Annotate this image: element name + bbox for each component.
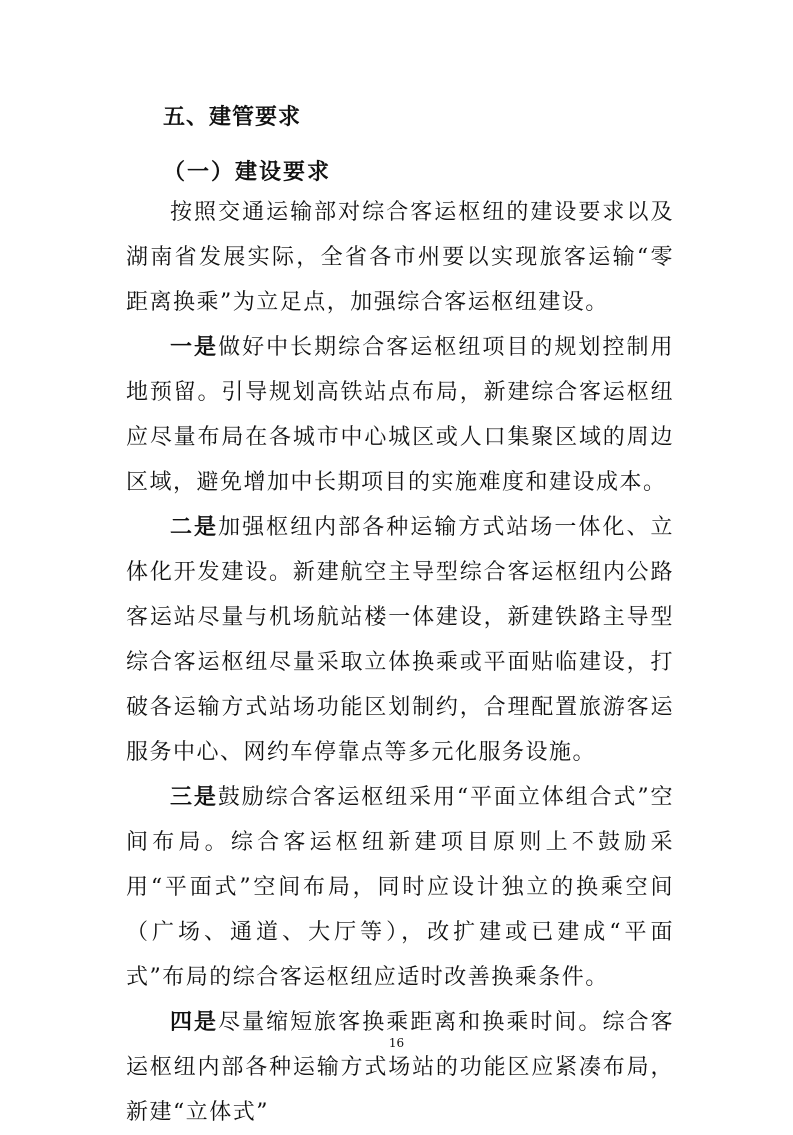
paragraph-point-3 [126,775,674,1000]
paragraph-text: 按照交通运输部对综合客运枢纽的建设要求以及湖南省发展实际，全省各市州要以实现旅客运输“零距离换乘”为立足点，加强综合客运枢纽建设。 [126,200,674,315]
paragraph-point-4 [126,1000,674,1135]
paragraph-point-2 [126,505,674,775]
paragraph-lead: 一是 [170,334,219,360]
paragraph-intro [126,190,674,325]
body-text [126,190,674,1135]
section-heading: 五、建管要求 [163,105,302,130]
paragraph-lead: 三是 [170,784,218,810]
paragraph-lead: 二是 [170,514,219,540]
paragraph-text: 鼓励综合客运枢纽采用“平面立体组合式”空间布局。综合客运枢纽新建项目原则上不鼓励采用“平面式”空间布局，同时应设计独立的换乘空间（广场、通道、大厅等），改扩建或已建成“平面式”布局的综合客运枢纽应适时改善换乘条件。 [126,785,674,990]
paragraph-lead: 四是 [170,1009,219,1035]
paragraph-text: 尽量缩短旅客换乘距离和换乘时间。综合客运枢纽内部各种运输方式场站的功能区应紧凑布局，新建“立体式” [126,1010,674,1125]
paragraph-text: 加强枢纽内部各种运输方式站场一体化、立体化开发建设。新建航空主导型综合客运枢纽内公路客运站尽量与机场航站楼一体建设，新建铁路主导型综合客运枢纽尽量采取立体换乘或平面贴临建设，打破各运输方式站场功能区划制约，合理配置旅游客运服务中心、网约车停靠点等多元化服务设施。 [126,515,674,765]
paragraph-text: 做好中长期综合客运枢纽项目的规划控制用地预留。引导规划高铁站点布局，新建综合客运枢纽应尽量布局在各城市中心城区或人口集聚区域的周边区域，避免增加中长期项目的实施难度和建设成本。 [126,335,674,495]
paragraph-point-1 [126,325,674,505]
page-number: 16 [388,1036,405,1050]
subsection-heading: （一）建设要求 [163,159,332,185]
